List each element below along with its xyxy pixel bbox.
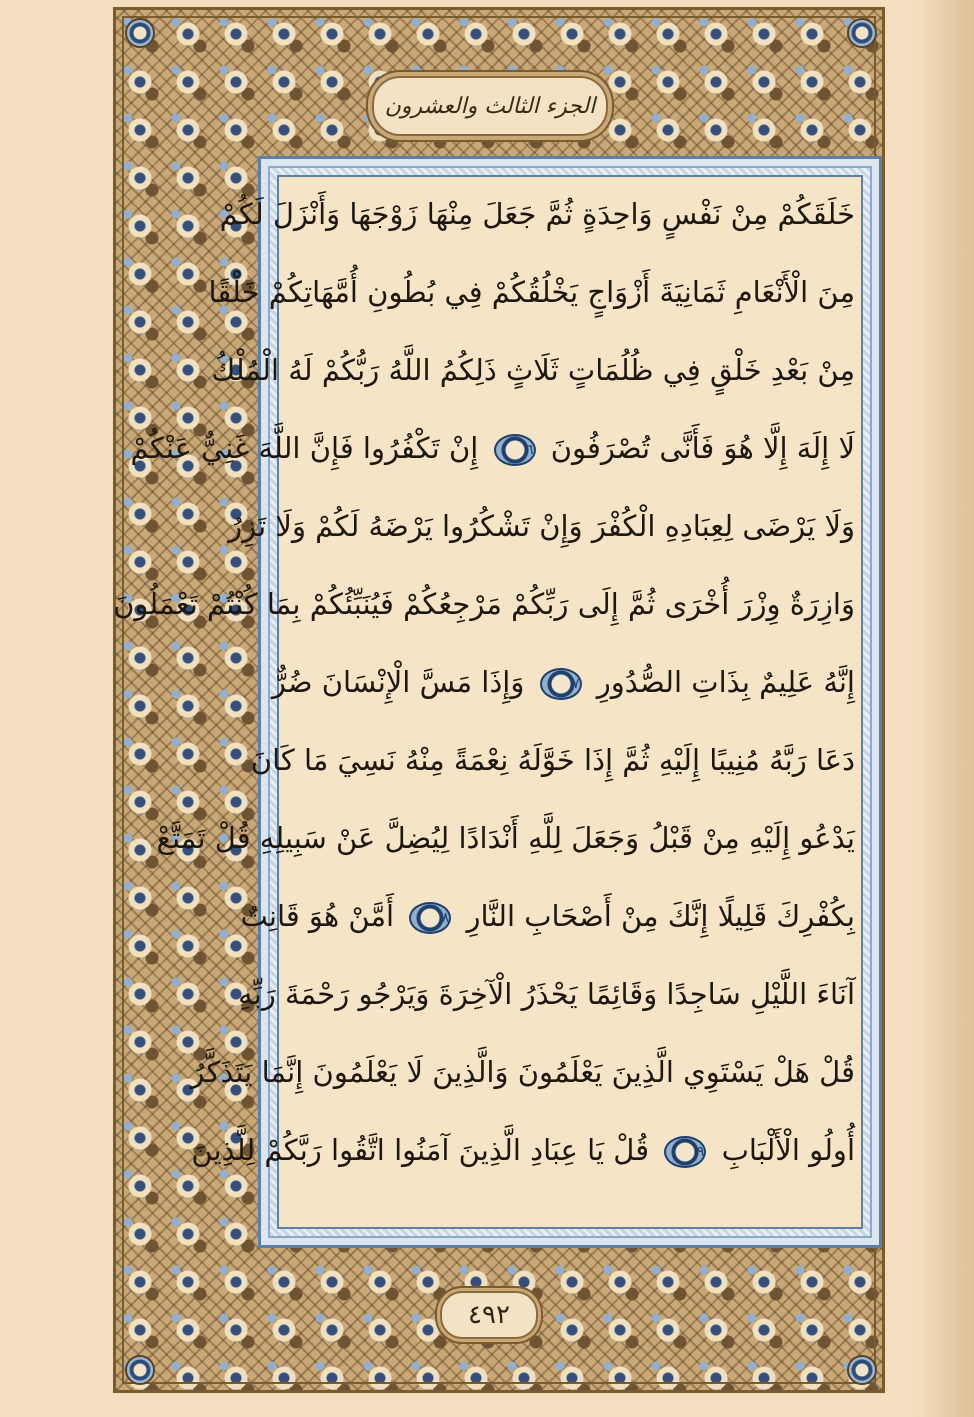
verse-line-7 (271, 650, 855, 714)
verse-number-marker-icon: ٨ (409, 902, 451, 934)
verse-line-5: وَلَا يَرْضَى لِعِبَادِهِ الْكُفْرَ وَإِنْ تَشْكُرُوا يَرْضَهُ لَكُمْ وَلَا تَزِرُ (228, 509, 855, 543)
verse-text-segment: بِكُفْرِكَ قَلِيلًا إِنَّكَ مِنْ أَصْحَابِ النَّارِ (466, 899, 855, 933)
verse-line-10 (240, 884, 855, 948)
verse-text-segment: إِنَّهُ عَلِيمٌ بِذَاتِ الصُّدُورِ (596, 665, 855, 699)
verse-line-1: خَلَقَكُمْ مِنْ نَفْسٍ وَاحِدَةٍ ثُمَّ جَعَلَ مِنْهَا زَوْجَهَا وَأَنْزَلَ لَكُمْ (219, 197, 855, 231)
verse-line-2: مِنَ الْأَنْعَامِ ثَمَانِيَةَ أَزْوَاجٍ يَخْلُقُكُمْ فِي بُطُونِ أُمَّهَاتِكُمْ خَلْقًا (208, 275, 855, 309)
verse-text-segment: إِنْ تَكْفُرُوا فَإِنَّ اللَّهَ غَنِيٌّ عَنْكُمْ (130, 431, 479, 465)
juz-header-cartouche (372, 76, 608, 136)
verse-line-12: قُلْ هَلْ يَسْتَوِي الَّذِينَ يَعْلَمُونَ وَالَّذِينَ لَا يَعْلَمُونَ إِنَّمَا يَتَذَكَّرُ (190, 1055, 855, 1089)
page-number-cartouche (440, 1291, 538, 1339)
verse-text-segment: وَإِذَا مَسَّ الْإِنْسَانَ ضُرٌّ (271, 665, 525, 699)
corner-rosette-icon (847, 1355, 877, 1385)
verse-text-segment: أَمَّنْ هُوَ قَانِتٌ (240, 899, 395, 933)
corner-rosette-icon (125, 18, 155, 48)
verse-number-marker-icon: ٧ (540, 668, 582, 700)
corner-rosette-icon (125, 1355, 155, 1385)
verse-line-9: يَدْعُو إِلَيْهِ مِنْ قَبْلُ وَجَعَلَ لِلَّهِ أَنْدَادًا لِيُضِلَّ عَنْ سَبِيلِهِ قُلْ تَمَتَّعْ (156, 821, 855, 855)
verse-text-segment: أُولُو الْأَلْبَابِ (721, 1133, 855, 1167)
verse-line-8: دَعَا رَبَّهُ مُنِيبًا إِلَيْهِ ثُمَّ إِذَا خَوَّلَهُ نِعْمَةً مِنْهُ نَسِيَ مَا كَانَ (250, 743, 855, 777)
page-number: ٤٩٢ (468, 1300, 510, 1330)
verse-line-11: آنَاءَ اللَّيْلِ سَاجِدًا وَقَائِمًا يَحْذَرُ الْآخِرَةَ وَيَرْجُو رَحْمَةَ رَبِّهِ (238, 977, 855, 1011)
verse-line-13 (191, 1118, 855, 1182)
verse-text-segment: لَا إِلَهَ إِلَّا هُوَ فَأَنَّى تُصْرَفُونَ (550, 431, 855, 465)
corner-rosette-icon (847, 18, 877, 48)
juz-title: الجزء الثالث والعشرون (384, 93, 596, 119)
verse-line-4 (130, 416, 855, 480)
verse-number-marker-icon: ٩ (664, 1136, 706, 1168)
verse-line-3: مِنْ بَعْدِ خَلْقٍ فِي ظُلُمَاتٍ ثَلَاثٍ ذَلِكُمُ اللَّهُ رَبُّكُمْ لَهُ الْمُلْكُ (211, 353, 855, 387)
page-edge-shadow (914, 0, 974, 1417)
verse-line-6: وَازِرَةٌ وِزْرَ أُخْرَى ثُمَّ إِلَى رَبِّكُمْ مَرْجِعُكُمْ فَيُنَبِّئُكُمْ بِمَا كُنْتُمْ تَعْمَلُونَ (113, 587, 855, 621)
verse-number-marker-icon: ٦ (494, 434, 536, 466)
verse-text-segment: قُلْ يَا عِبَادِ الَّذِينَ آمَنُوا اتَّقُوا رَبَّكُمْ لِلَّذِينَ (191, 1133, 650, 1167)
